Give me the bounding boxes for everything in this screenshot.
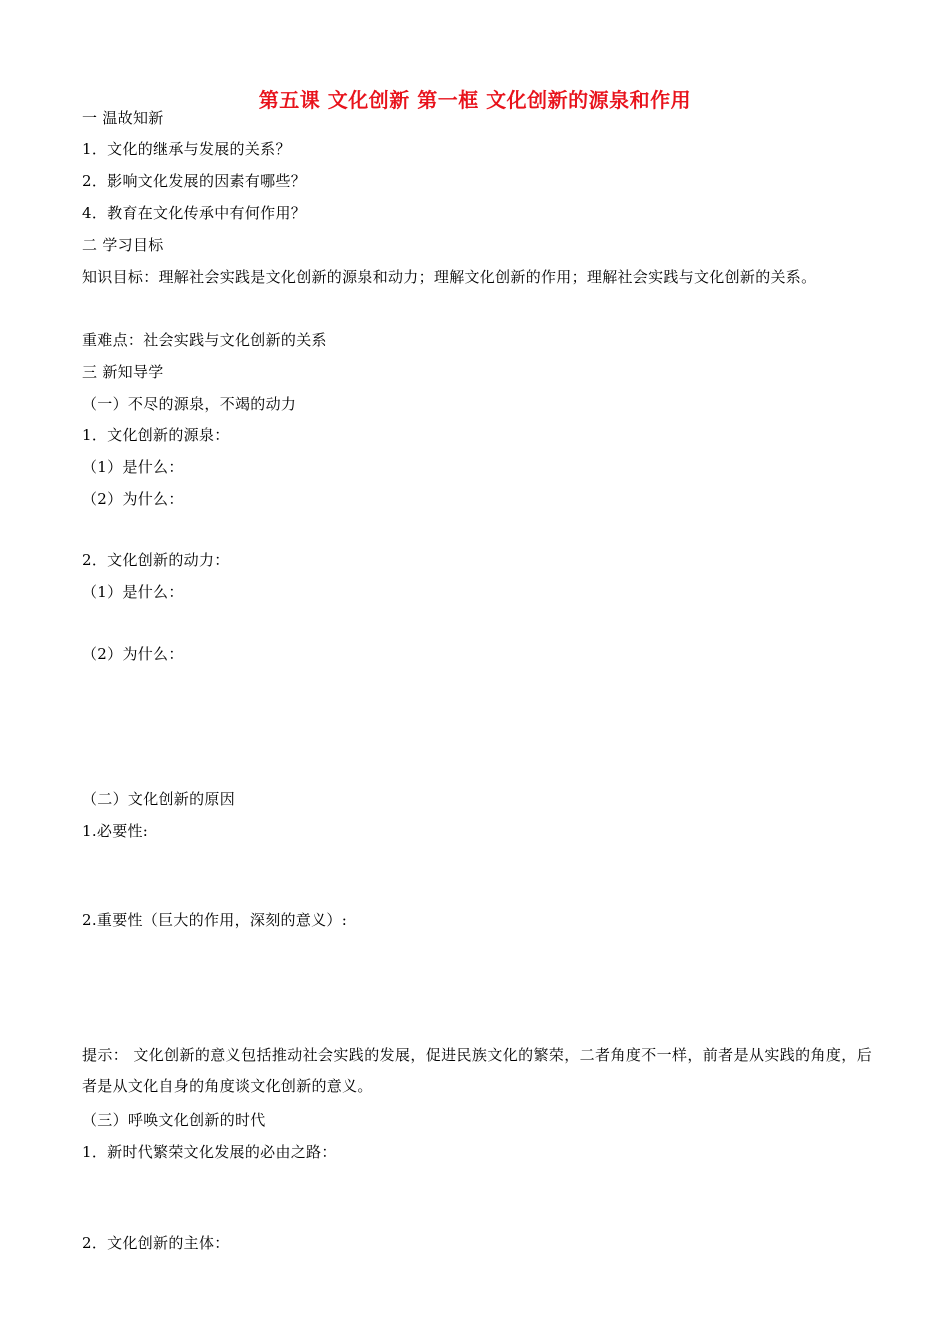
path-item: 1．新时代繁荣文化发展的必由之路： <box>82 1143 337 1161</box>
tip-paragraph: 提示： 文化创新的意义包括推动社会实践的发展，促进民族文化的繁荣，二者角度不一样，前者是从实践的角度，后者是从文化自身的角度谈文化创新的意义。 <box>82 1046 872 1095</box>
power-what: （1）是什么： <box>82 583 184 601</box>
part2-heading: （二）文化创新的原因 <box>82 790 236 808</box>
review-question-2: 2．影响文化发展的因素有哪些？ <box>82 172 307 190</box>
key-points: 重难点：社会实践与文化创新的关系 <box>82 331 327 349</box>
review-question-1: 1．文化的继承与发展的关系？ <box>82 140 291 158</box>
power-item: 2．文化创新的动力： <box>82 551 230 569</box>
part1-heading: （一）不尽的源泉，不竭的动力 <box>82 395 297 413</box>
goals-heading: 二 学习目标 <box>82 236 164 254</box>
review-question-4: 4．教育在文化传承中有何作用？ <box>82 204 307 222</box>
source-what: （1）是什么： <box>82 458 184 476</box>
power-why: （2）为什么： <box>82 645 184 663</box>
source-item: 1．文化创新的源泉： <box>82 426 230 444</box>
importance-item: 2.重要性（巨大的作用，深刻的意义）: <box>82 911 348 929</box>
knowledge-goal: 知识目标：理解社会实践是文化创新的源泉和动力；理解文化创新的作用；理解社会实践与文化创新的关系。 <box>82 268 817 286</box>
review-heading: 一 温故知新 <box>82 109 164 127</box>
necessity-item: 1.必要性: <box>82 822 149 840</box>
subject-item: 2．文化创新的主体： <box>82 1234 230 1252</box>
part3-heading: （三）呼唤文化创新的时代 <box>82 1111 266 1129</box>
source-why: （2）为什么： <box>82 490 184 508</box>
guide-heading: 三 新知导学 <box>82 363 164 381</box>
page-title: 第五课 文化创新 第一框 文化创新的源泉和作用 <box>258 88 692 112</box>
